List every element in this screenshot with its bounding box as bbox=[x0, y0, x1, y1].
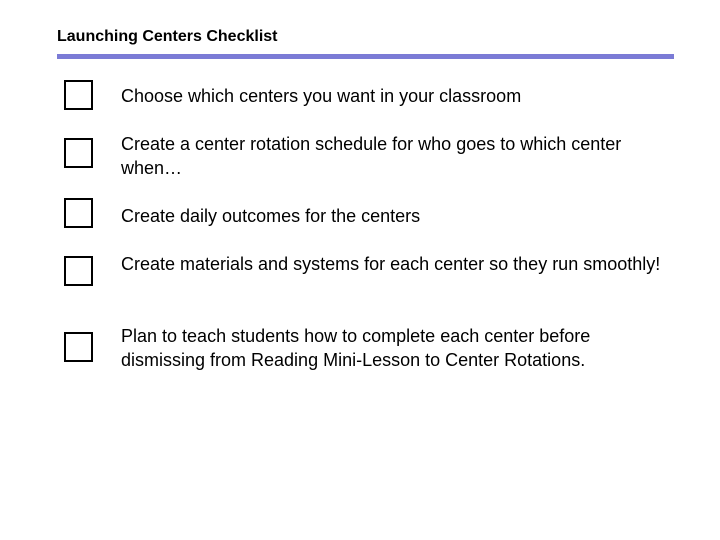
checklist-item-label: Create a center rotation schedule for who goes to which center when… bbox=[121, 134, 622, 178]
checklist-item-label: Choose which centers you want in your classroom bbox=[121, 86, 522, 106]
checkbox[interactable] bbox=[64, 138, 93, 168]
checkbox[interactable] bbox=[64, 198, 93, 228]
checkbox[interactable] bbox=[64, 332, 93, 362]
page-title: Launching Centers Checklist bbox=[57, 28, 278, 45]
checklist-item-label: Create daily outcomes for the centers bbox=[121, 206, 421, 226]
checklist-item-label: Plan to teach students how to complete each center before dismissing from Reading Mini-Lesson to Center Rotations. bbox=[121, 326, 591, 370]
title-underline bbox=[57, 54, 674, 59]
checkbox[interactable] bbox=[64, 80, 93, 110]
checklist-item-label: Create materials and systems for each center so they run smoothly! bbox=[121, 254, 661, 274]
checkbox[interactable] bbox=[64, 256, 93, 286]
